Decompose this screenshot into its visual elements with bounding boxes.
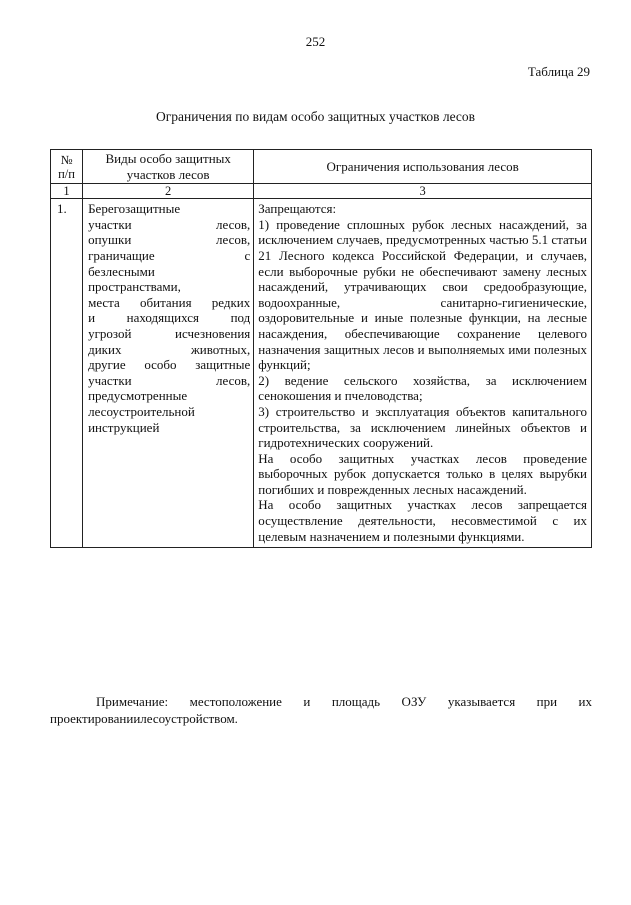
header-kind-line2: участков лесов [126, 166, 210, 182]
kind-line: участки лесов, [88, 216, 251, 232]
document-title: Ограничения по видам особо защитных участков лесов [155, 109, 476, 124]
index-cell-2: 2 [83, 184, 254, 199]
restriction-paragraph: Запрещаются: [258, 201, 337, 217]
header-num [51, 150, 83, 184]
kind-line: пространствами, [88, 279, 181, 295]
kind-line: безлесными [88, 263, 155, 279]
kind-line: предусмотренные [88, 388, 188, 404]
table-row [51, 199, 592, 548]
row-restrictions [254, 199, 592, 548]
kind-line: Берегозащитные [88, 201, 181, 217]
restriction-paragraph: 1) проведение сплошных рубок лесных насаждений, за исключением случаев, предусмотренных частью 5.1 статьи 21 Лесного кодекса Российской Федерации, и случаев, если выборочные рубки не обеспечивают замену лесных насаждений, утрачивающих свои средообразующие, водоохранные, санитарно-гигиенические, оздоровительные и иные полезные функции, на лесные насаждения, обеспечивающие сохранение целевого назначения защитных лесов и выполняемых ими полезных функций; [258, 216, 587, 373]
table-header-row [51, 150, 592, 184]
note [50, 693, 592, 727]
restriction-paragraph: 2) ведение сельского хозяйства, за исключением сенокошения и пчеловодства; [258, 372, 587, 404]
note-line-2: проектированиилесоустройством. [50, 711, 238, 726]
restriction-paragraph: На особо защитных участках лесов проведение выборочных рубок допускается только в целях вырубки погибших и поврежденных лесных насаждений. [258, 450, 587, 497]
kind-line: другие особо защитные [88, 357, 251, 373]
header-num-line2: п/п [58, 166, 75, 181]
table-label: Таблица 29 [527, 64, 590, 79]
kind-line: опушки лесов, [88, 232, 251, 248]
restriction-paragraph: На особо защитных участках лесов запрещается осуществление деятельности, несовместимой с их целевым назначением и полезными функциями. [258, 497, 587, 544]
kind-line: участки лесов, [88, 372, 251, 388]
restriction-paragraph: 3) строительство и эксплуатация объектов капитального строительства, за исключением линейных объектов и гидротехнических сооружений. [258, 403, 587, 451]
header-num-line1: № [60, 152, 73, 167]
index-cell-1: 1 [51, 184, 83, 199]
table-index-row [51, 184, 592, 199]
header-restrictions: Ограничения использования лесов [254, 150, 592, 184]
header-kind [83, 150, 254, 184]
kind-line: угрозой исчезновения [88, 325, 251, 341]
kind-line: инструкцией [88, 419, 160, 435]
kind-line: и находящихся под [88, 310, 251, 326]
kind-line: граничащие с [88, 247, 251, 263]
note-line-1: Примечание: местоположение и площадь ОЗУ указывается при их [96, 694, 592, 709]
page-number: 252 [305, 34, 326, 49]
header-kind-line1: Виды особо защитных [105, 151, 231, 166]
kind-line: диких животных, [88, 341, 251, 357]
row-kind [83, 199, 254, 548]
kind-line: места обитания редких [88, 294, 251, 310]
row-number: 1. [51, 199, 83, 548]
restrictions-table [50, 149, 592, 548]
index-cell-3: 3 [254, 184, 592, 199]
kind-line: лесоустроительной [88, 403, 195, 419]
